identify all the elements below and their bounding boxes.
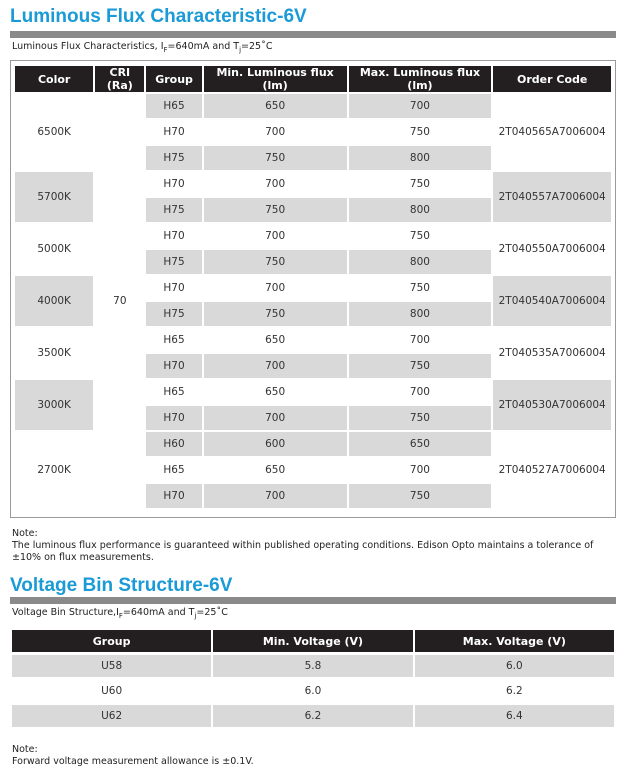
flux-header-max: Max. Luminous flux (lm) — [349, 66, 492, 92]
flux-section-title: Luminous Flux Characteristic-6V — [10, 6, 307, 27]
flux-table-frame — [10, 60, 616, 518]
voltage-header-group: Group — [12, 630, 211, 652]
flux-color-cell: 6500K — [37, 126, 71, 138]
voltage-caption: Voltage Bin $Structure,I_F=640mA$ and $T_j=25˚C$ — [12, 607, 228, 620]
flux-color-cell: 2700K — [37, 464, 71, 476]
voltage-table-wrap — [10, 627, 616, 730]
flux-max-cell: 750 — [409, 178, 430, 190]
flux-order-code-cell: 2T040557A7006004 — [493, 172, 611, 222]
flux-max-cell: 750 — [349, 484, 492, 508]
flux-max-cell: 800 — [349, 146, 492, 170]
flux-min-cell: 600 — [204, 432, 347, 456]
voltage-note-text: Forward voltage measurement allowance is ±0.1V. — [12, 756, 254, 767]
flux-header-row — [15, 66, 611, 92]
flux-max-cell: 800 — [349, 198, 492, 222]
flux-header-order: Order Code — [493, 66, 611, 92]
voltage-header-row — [12, 630, 614, 652]
voltage-group-cell: U60 — [101, 685, 123, 697]
flux-min-cell: 700 — [265, 178, 286, 190]
flux-group-cell: H65 — [163, 334, 185, 346]
flux-max-cell: 750 — [409, 230, 430, 242]
voltage-group-cell: U58 — [12, 655, 211, 677]
flux-min-cell: 700 — [265, 230, 286, 242]
flux-group-cell: H60 — [146, 432, 201, 456]
flux-max-cell: 700 — [409, 334, 430, 346]
flux-min-cell: 750 — [204, 198, 347, 222]
voltage-row — [12, 655, 614, 677]
flux-group-cell: H75 — [146, 250, 201, 274]
flux-min-cell: 700 — [204, 406, 347, 430]
flux-order-code-cell: 2T040530A7006004 — [493, 380, 611, 430]
flux-max-cell: 800 — [349, 302, 492, 326]
flux-max-cell: 750 — [349, 406, 492, 430]
flux-order-code-cell: 2T040540A7006004 — [493, 276, 611, 326]
flux-order-code-cell: 2T040535A7006004 — [498, 347, 606, 359]
flux-cri-cell: 70 — [113, 295, 127, 307]
voltage-row — [12, 705, 614, 727]
flux-min-cell: 700 — [265, 126, 286, 138]
flux-group-cell: H70 — [146, 484, 201, 508]
flux-group-cell: H65 — [163, 386, 185, 398]
voltage-min-cell: 5.8 — [213, 655, 412, 677]
flux-max-cell: 750 — [349, 354, 492, 378]
flux-header-cri: CRI (Ra) — [95, 66, 144, 92]
flux-header-min: Min. Luminous flux (lm) — [204, 66, 347, 92]
flux-min-cell: 650 — [265, 334, 286, 346]
flux-max-cell: 700 — [409, 464, 430, 476]
flux-min-cell: 650 — [265, 464, 286, 476]
flux-min-cell: 700 — [204, 354, 347, 378]
flux-color-cell: 4000K — [15, 276, 93, 326]
voltage-min-cell: 6.2 — [213, 705, 412, 727]
voltage-max-cell: 6.0 — [415, 655, 614, 677]
flux-color-cell: 5000K — [37, 243, 71, 255]
flux-order-code-cell: 2T040550A7006004 — [498, 243, 606, 255]
voltage-header-min: Min. Voltage (V) — [213, 630, 412, 652]
flux-header-group: Group — [146, 66, 201, 92]
flux-group-cell: H70 — [163, 282, 185, 294]
voltage-header-max: Max. Voltage (V) — [415, 630, 614, 652]
flux-group-cell: H70 — [163, 230, 185, 242]
voltage-max-cell: 6.2 — [505, 685, 523, 697]
flux-note — [12, 528, 620, 564]
flux-min-cell: 700 — [204, 484, 347, 508]
flux-color-cell: 5700K — [15, 172, 93, 222]
voltage-note — [12, 744, 620, 768]
flux-group-cell: H75 — [146, 198, 201, 222]
flux-title-bar — [10, 31, 616, 38]
voltage-group-cell: U62 — [12, 705, 211, 727]
flux-caption: Luminous Flux Characteristics, $I_F=640mA$ and $T_j=25˚C$ — [12, 41, 273, 54]
flux-max-cell: 650 — [349, 432, 492, 456]
flux-header-color: Color — [15, 66, 93, 92]
flux-group-cell: H70 — [163, 126, 185, 138]
flux-order-code-cell: 2T040565A7006004 — [498, 126, 606, 138]
flux-color-cell: 3000K — [15, 380, 93, 430]
voltage-title-bar — [10, 597, 616, 604]
flux-group-cell: H65 — [163, 464, 185, 476]
flux-row — [15, 94, 611, 118]
flux-note-text: The luminous flux performance is guaranteed within published operating conditions. Edison Opto maintains a tolerance of ±10% on flux measurements. — [12, 540, 594, 563]
flux-max-cell: 750 — [409, 282, 430, 294]
flux-order-code-cell: 2T040527A7006004 — [498, 464, 606, 476]
flux-min-cell: 750 — [204, 302, 347, 326]
flux-group-cell: H70 — [163, 178, 185, 190]
flux-min-cell: 650 — [265, 386, 286, 398]
flux-min-cell: 700 — [265, 282, 286, 294]
flux-max-cell: 750 — [409, 126, 430, 138]
flux-max-cell: 700 — [349, 94, 492, 118]
flux-min-cell: 650 — [204, 94, 347, 118]
voltage-min-cell: 6.0 — [304, 685, 322, 697]
flux-min-cell: 750 — [204, 250, 347, 274]
flux-max-cell: 800 — [349, 250, 492, 274]
flux-group-cell: H70 — [146, 354, 201, 378]
flux-group-cell: H65 — [146, 94, 201, 118]
voltage-table — [10, 627, 616, 730]
flux-group-cell: H70 — [146, 406, 201, 430]
voltage-max-cell: 6.4 — [415, 705, 614, 727]
flux-note-label: Note: — [12, 528, 38, 539]
flux-color-cell: 3500K — [37, 347, 71, 359]
voltage-row — [12, 680, 614, 702]
flux-group-cell: H75 — [146, 302, 201, 326]
voltage-note-label: Note: — [12, 744, 38, 755]
flux-max-cell: 700 — [409, 386, 430, 398]
voltage-section-title: Voltage Bin Structure-6V — [10, 575, 233, 596]
flux-min-cell: 750 — [204, 146, 347, 170]
flux-group-cell: H75 — [146, 146, 201, 170]
flux-table — [13, 64, 613, 510]
